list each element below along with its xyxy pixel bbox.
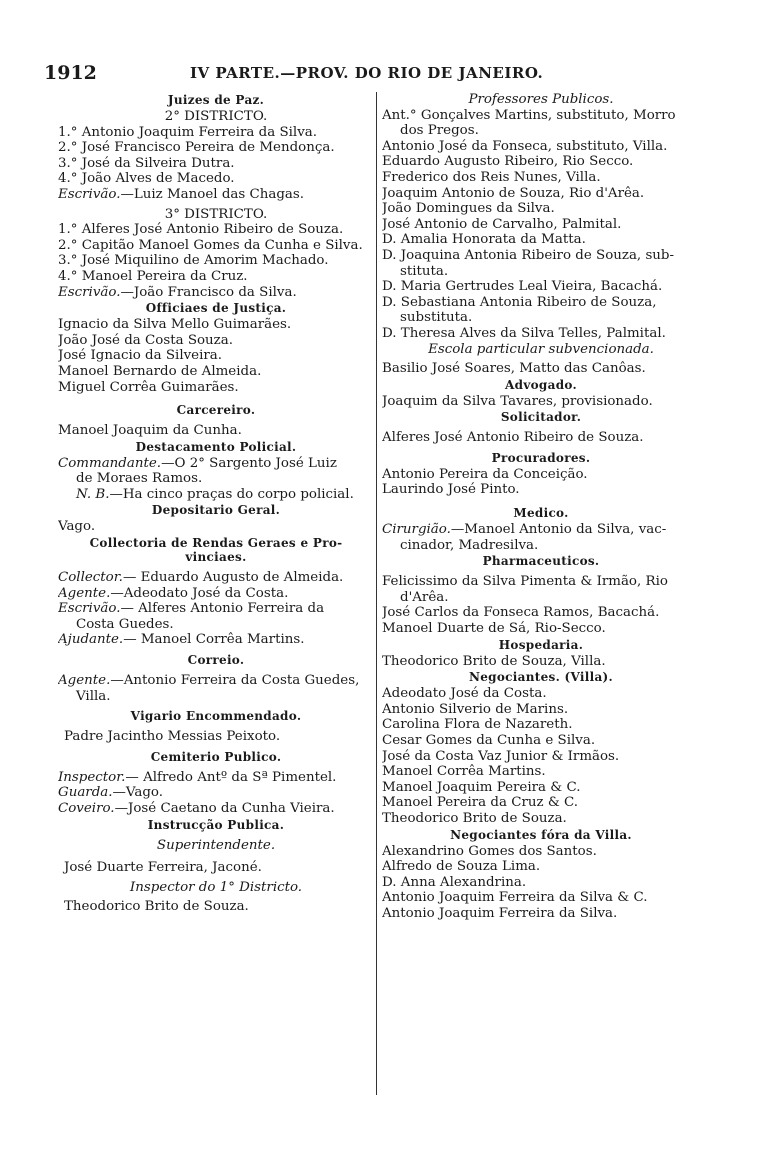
list-item: 3.° José da Silveira Dutra.: [58, 155, 235, 171]
scrivao-line: [58, 285, 374, 301]
role-text: —Manoel Antonio da Silva, vac-: [450, 522, 667, 538]
list-item: José Ignacio da Silveira.: [58, 348, 223, 364]
section-heading-instruccao: Instrucção Publica.: [147, 817, 285, 832]
role-label: Collector.: [58, 570, 123, 586]
list-item: D. Theresa Alves da Silva Telles, Palmital.: [382, 325, 666, 341]
list-item: Basilio José Soares, Matto das Canôas.: [382, 361, 646, 377]
entry-continuation: de Moraes Ramos.: [76, 471, 203, 487]
role-text: —Luiz Manoel das Chagas.: [120, 186, 305, 202]
list-item: Adeodato José da Costa.: [382, 686, 547, 702]
section-heading-pharmaceuticos: Pharmaceuticos.: [482, 554, 600, 569]
entry-line: [58, 673, 374, 689]
entry-continuation: cinador, Madresilva.: [400, 537, 539, 553]
district-heading: 3° DISTRICTO.: [164, 206, 268, 222]
column-divider: [376, 92, 377, 1095]
role-label: Escrivão.: [58, 186, 121, 202]
list-item: Theodorico Brito de Souza, Villa.: [382, 653, 606, 669]
section-heading-officiaes: Officiaes de Justiça.: [145, 301, 287, 316]
section-heading-negociantes-villa: Negociantes. (Villa).: [468, 670, 614, 685]
list-item: Manoel Joaquim da Cunha.: [58, 423, 242, 439]
left-column: [58, 92, 374, 915]
section-heading-collectoria: Collectoria de Rendas Geraes e Pro-: [89, 536, 343, 551]
role-label: Agente.: [58, 585, 111, 601]
role-text: — Alfredo Antº da Sª Pimentel.: [125, 769, 337, 785]
role-label: Inspector.: [58, 769, 126, 785]
section-heading-procuradores: Procuradores.: [491, 450, 591, 465]
section-heading-escola: Escola particular subvencionada.: [428, 341, 654, 357]
list-item: Ignacio da Silva Mello Guimarães.: [58, 317, 292, 333]
list-item: Joaquim da Silva Tavares, provisionado.: [382, 393, 653, 409]
list-item: Theodorico Brito de Souza.: [64, 899, 249, 915]
entry-line: [58, 785, 374, 801]
entry-line: [58, 487, 374, 503]
list-item: Felicissimo da Silva Pimenta & Irmão, Rio: [382, 574, 668, 590]
section-heading-depositario: Depositario Geral.: [151, 503, 281, 518]
role-text: — Alferes Antonio Ferreira da: [120, 601, 325, 617]
list-item: Antonio Joaquim Ferreira da Silva & C.: [382, 890, 648, 906]
list-item: 4.° João Alves de Macedo.: [58, 171, 235, 187]
entry-line: [58, 586, 374, 602]
list-item: Eduardo Augusto Ribeiro, Rio Secco.: [382, 154, 634, 170]
section-heading-hospedaria: Hospedaria.: [498, 637, 584, 652]
list-item: 2.° Capitão Manoel Gomes da Cunha e Silva.: [58, 237, 363, 253]
section-heading-carcereiro: Carcereiro.: [176, 403, 256, 418]
list-item: Vago.: [58, 519, 96, 535]
entry-line: [58, 456, 374, 472]
section-heading-vigario: Vigario Encommendado.: [130, 709, 302, 724]
list-item: Alexandrino Gomes dos Santos.: [382, 843, 597, 859]
list-item: Ant.° Gonçalves Martins, substituto, Morro: [382, 107, 676, 123]
list-item: Antonio José da Fonseca, substituto, Villa.: [382, 138, 668, 154]
role-label: Cirurgião.: [382, 522, 451, 538]
district-heading: 2° DISTRICTO.: [164, 109, 268, 124]
section-heading-solicitador: Solicitador.: [500, 410, 582, 425]
running-header: [0, 62, 768, 86]
scrivao-line: [58, 187, 374, 203]
role-text: — Eduardo Augusto de Almeida.: [122, 570, 344, 586]
list-item: José Antonio de Carvalho, Palmital.: [382, 216, 622, 232]
professores-list: [382, 108, 700, 342]
section-heading-correio: Correio.: [187, 653, 245, 668]
list-item: Padre Jacintho Messias Peixoto.: [64, 729, 281, 745]
role-text: —Antonio Ferreira da Costa Guedes,: [110, 673, 360, 689]
district3-list: [58, 222, 374, 284]
role-text: —Vago.: [112, 785, 164, 801]
list-item: 3.° José Miquilino de Amorim Machado.: [58, 253, 329, 269]
role-label: Coveiro.: [58, 801, 115, 816]
list-item: Cesar Gomes da Cunha e Silva.: [382, 733, 596, 748]
list-item: 1.° Antonio Joaquim Ferreira da Silva.: [58, 124, 318, 140]
list-item: D. Maria Gertrudes Leal Vieira, Bacachá.: [382, 279, 663, 295]
list-item: substituta.: [400, 310, 473, 326]
role-text: —Adeodato José da Costa.: [110, 585, 289, 601]
list-item: D. Amalia Honorata da Matta.: [382, 232, 586, 248]
subheading-superintendente: Superintendente.: [156, 837, 276, 853]
page-number: 1912: [44, 62, 97, 84]
role-label: N. B.: [76, 486, 110, 502]
list-item: Alferes José Antonio Ribeiro de Souza.: [382, 430, 644, 446]
entry-continuation: Costa Guedes.: [76, 616, 174, 632]
list-item: 4.° Manoel Pereira da Cruz.: [58, 268, 248, 284]
role-text: — Manoel Corrêa Martins.: [123, 632, 305, 648]
list-item: Manoel Corrêa Martins.: [382, 764, 546, 780]
role-label: Agente.: [58, 673, 111, 689]
section-heading-medico: Medico.: [513, 506, 569, 521]
role-text: —José Caetano da Cunha Vieira.: [114, 801, 335, 816]
section-heading-collectoria-cont: vinciaes.: [185, 550, 247, 565]
section-heading-juizes: Juizes de Paz.: [167, 93, 265, 107]
list-item: Frederico dos Reis Nunes, Villa.: [382, 169, 601, 185]
list-item: Antonio Pereira da Conceição.: [382, 466, 588, 482]
list-item: Manoel Joaquim Pereira & C.: [382, 779, 581, 795]
role-text: —O 2° Sargento José Luiz: [161, 455, 337, 471]
list-item: Theodorico Brito de Souza.: [382, 810, 567, 826]
district2-list: [58, 125, 374, 187]
list-item: Manoel Duarte de Sá, Rio-Secco.: [382, 621, 606, 637]
role-text: —João Francisco da Silva.: [120, 284, 297, 300]
list-item: Joaquim Antonio de Souza, Rio d'Arêa.: [382, 185, 645, 201]
list-item: D. Sebastiana Antonia Ribeiro de Souza,: [382, 294, 657, 310]
section-heading-professores: Professores Publicos.: [468, 92, 614, 107]
list-item: Manoel Bernardo de Almeida.: [58, 363, 262, 379]
subheading-inspector-distr: Inspector do 1° Districto.: [129, 879, 303, 895]
role-label: Ajudante.: [58, 632, 124, 648]
list-item: Manoel Pereira da Cruz & C.: [382, 795, 579, 811]
list-item: dos Pregos.: [400, 123, 479, 139]
section-heading-advogado: Advogado.: [505, 377, 577, 392]
role-text: —Ha cinco praças do corpo policial.: [109, 486, 354, 502]
list-item: 1.° Alferes José Antonio Ribeiro de Souza.: [58, 222, 344, 238]
entry-line: [58, 770, 374, 786]
entry-line: [58, 601, 374, 617]
list-item: Alfredo de Souza Lima.: [382, 859, 541, 875]
running-title: IV PARTE.—PROV. DO RIO DE JANEIRO.: [190, 64, 544, 82]
section-heading-negociantes-fora: Negociantes fóra da Villa.: [450, 827, 632, 842]
list-item: João José da Costa Souza.: [58, 332, 233, 348]
role-label: Commandante.: [58, 455, 162, 471]
section-heading-cemiterio: Cemiterio Publico.: [150, 749, 282, 764]
role-label: Escrivão.: [58, 284, 121, 300]
list-item: D. Anna Alexandrina.: [382, 874, 527, 890]
list-item: d'Arêa.: [400, 589, 449, 605]
list-item: stituta.: [400, 263, 449, 279]
list-item: D. Joaquina Antonia Ribeiro de Souza, sub-: [382, 247, 675, 263]
right-column: [382, 92, 700, 922]
list-item: 2.° José Francisco Pereira de Mendonça.: [58, 140, 335, 156]
list-item: Carolina Flora de Nazareth.: [382, 717, 573, 733]
entry-line: [382, 522, 700, 538]
list-item: José Carlos da Fonseca Ramos, Bacachá.: [382, 605, 660, 621]
list-item: Laurindo José Pinto.: [382, 482, 520, 498]
list-item: José Duarte Ferreira, Jaconé.: [64, 860, 262, 876]
list-item: José da Costa Vaz Junior & Irmãos.: [382, 748, 620, 764]
role-label: Guarda.: [58, 785, 113, 801]
role-label: Escrivão.: [58, 601, 121, 617]
section-heading-destacamento: Destacamento Policial.: [135, 439, 297, 454]
list-item: João Domingues da Silva.: [382, 201, 555, 217]
entry-line: [58, 632, 374, 648]
list-item: Antonio Joaquim Ferreira da Silva.: [382, 905, 618, 921]
list-item: Antonio Silverio de Marins.: [382, 701, 569, 717]
entry-line: [58, 801, 374, 817]
entry-line: [58, 570, 374, 586]
list-item: Miguel Corrêa Guimarães.: [58, 379, 239, 395]
entry-continuation: Villa.: [76, 688, 111, 704]
